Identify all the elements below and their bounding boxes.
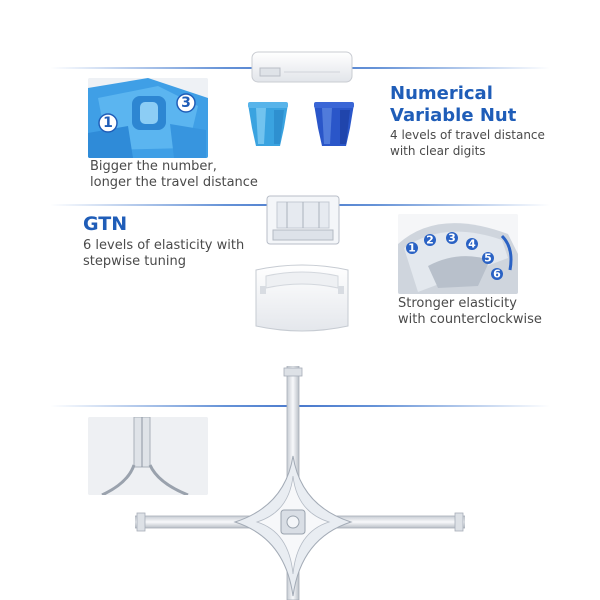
- gtn-marker-6: 6: [493, 267, 501, 281]
- white-housing-part-image: [250, 258, 355, 336]
- nut-section-description: [390, 127, 545, 159]
- gtn-dial-panel: [398, 214, 518, 294]
- nut-desc-line-2: with clear digits: [390, 144, 486, 158]
- gtn-cap-line-2: with counterclockwise: [398, 312, 542, 327]
- nut-marker-3: 3: [181, 95, 191, 111]
- gtn-cap-line-1: Stronger elasticity: [398, 296, 517, 311]
- nut-closeup-image: [88, 78, 208, 158]
- nut-marker-1: 1: [103, 115, 113, 131]
- gtn-dial-image: [398, 214, 518, 294]
- gtn-marker-1: 1: [408, 241, 416, 255]
- clear-clip-part-image: [263, 192, 343, 248]
- light-blue-nut-image: [244, 100, 292, 150]
- dark-blue-nut-image: [310, 100, 358, 150]
- nut-title-line-1: Numerical: [390, 83, 493, 104]
- nut-closeup-caption: [90, 159, 258, 191]
- gtn-dial-caption: [398, 296, 542, 328]
- top-cap-part-image: [250, 50, 355, 86]
- nut-cap-line-2: longer the travel distance: [90, 175, 258, 190]
- gtn-section-description: [83, 238, 244, 270]
- gtn-marker-5: 5: [484, 251, 492, 265]
- gtn-marker-3: 3: [448, 231, 456, 245]
- nut-closeup-panel: [88, 78, 208, 158]
- gtn-desc-line-2: stepwise tuning: [83, 254, 186, 269]
- nut-title-line-2: Variable Nut: [390, 104, 517, 126]
- gtn-marker-2: 2: [426, 233, 434, 247]
- nut-cap-line-1: Bigger the number,: [90, 159, 217, 174]
- nut-section-title: [390, 83, 516, 126]
- gtn-section-title: GTN: [83, 213, 128, 235]
- nut-desc-line-1: 4 levels of travel distance: [390, 128, 545, 142]
- clear-cross-frame-image: [135, 366, 465, 600]
- gtn-desc-line-1: 6 levels of elasticity with: [83, 238, 245, 253]
- gtn-marker-4: 4: [468, 237, 476, 251]
